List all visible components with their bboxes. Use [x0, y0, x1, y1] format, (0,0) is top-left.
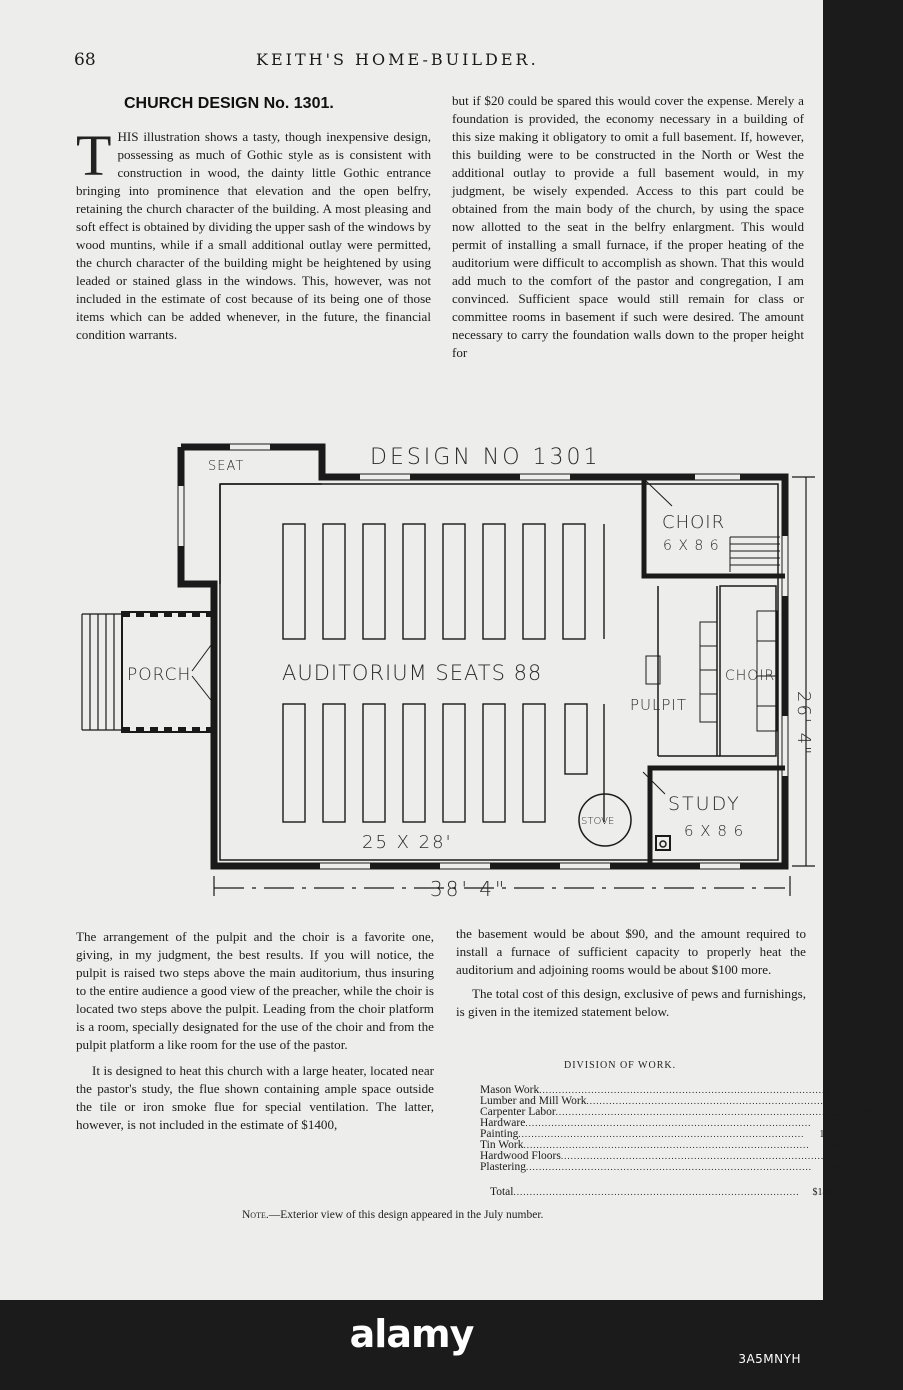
watermark-logo: alamy	[349, 1312, 474, 1356]
label-choir-platform: CHOIR	[725, 668, 776, 684]
plan-title: DESIGN NO 1301	[370, 445, 601, 470]
drop-cap: T	[76, 123, 112, 188]
label-auditorium-size: 25 X 28'	[362, 832, 453, 853]
text-column-1	[76, 123, 431, 344]
label-stove: STOVE	[581, 816, 615, 827]
label-auditorium: AUDITORIUM SEATS 88	[282, 661, 543, 685]
cost-total-row: Total ........................................................................................ $1400	[490, 1186, 838, 1198]
cost-row: Carpenter Labor ........................................................................................ 300	[480, 1106, 872, 1118]
cost-row: Lumber and Mill Work ........................................................................................ 700	[480, 1095, 903, 1107]
label-seat: SEAT	[208, 459, 245, 474]
label-choir-room: CHOIR	[662, 512, 726, 533]
cost-row: Hardware ........................................................................................ 60	[480, 1117, 842, 1129]
running-head: KEITH'S HOME-BUILDER.	[256, 50, 539, 69]
cost-row: Plastering ........................................................................................ 100	[480, 1161, 842, 1173]
label-width-dimension: 38' 4"	[430, 877, 508, 901]
paragraph-intro: HIS illustration shows a tasty, though inexpensive design, possessing as much of Gothic style as is consistent with construction in wood, the dainty little Gothic entrance bringing into prominence that elevation and the open belfry, retaining the church character of the building. A most pleasing and soft effect is obtained by dividing the upper sash of the windows by wood muntins, while if a small additional outlay were permitted, the church character of the building might be heightened by using leaded or stained glass in the windows. This, however, was not included in the estimate of cost because of its being one of those items which can be added whenever, in the future, the financial condition warrants.	[76, 129, 431, 342]
label-choir-room-size: 6 X 8 6	[663, 538, 720, 554]
cost-row: Hardwood Floors ........................................................................................ 20	[480, 1150, 877, 1162]
cost-row: Tin Work ........................................................................................ 20	[480, 1139, 840, 1151]
text-column-3	[76, 928, 434, 1134]
label-depth-dimension: 26' 4"	[793, 691, 814, 757]
cost-row: Mason Work ........................................................................................ $ 75	[480, 1084, 861, 1096]
label-pulpit: PULPIT	[630, 696, 688, 714]
division-heading: DIVISION OF WORK.	[564, 1060, 677, 1071]
label-porch: PORCH	[127, 665, 192, 685]
paragraph-basement: but if $20 could be spared this would cover the expense. Merely a foundation is provided, the economy necessary in a building of this size making it obligatory to omit a full basement. If, however, this building were to be constructed in the North or West the additional outlay to provide a full basement would, in my judgment, be wisely expended. Access to this part could be obtained from the main body of the church, by using the space now allotted to the seat in the belfry enlargment. This would permit of installing a small furnace, if the proper heating of the auditorium were difficult to accomplish as shown. That this would add much to the comfort of the pastor and congregation, I am convinced. Sufficient space would still remain for class or committee rooms in basement if such were desired. The amount necessary to carry the foundation walls down to the proper height for	[452, 93, 804, 360]
floor-plan-drawing	[80, 436, 820, 906]
image-id: 3A5MNYH	[738, 1352, 801, 1366]
page-number: 68	[74, 50, 96, 70]
paragraph-heating: It is designed to heat this church with a large heater, located near the pastor's study, the flue shown containing ample space outside the tile or iron smoke flue for special ventilation. The latter, however, is not included in the estimate of $1400,	[76, 1063, 434, 1132]
paragraph-total-cost: The total cost of this design, exclusive of pews and furnishings, is given in the itemized statement below.	[456, 986, 806, 1019]
text-column-2	[452, 92, 804, 362]
cost-table	[480, 1084, 903, 1198]
article-title: CHURCH DESIGN No. 1301.	[124, 95, 334, 112]
paragraph-basement-cost: the basement would be about $90, and the amount required to install a furnace of sufficient capacity to properly heat the auditorium and adjoining rooms would be about $100 more.	[456, 926, 806, 977]
floor-plan	[80, 436, 820, 906]
footnote: Note.—Exterior view of this design appeared in the July number.	[242, 1209, 544, 1221]
cost-row: Painting ........................................................................................ 125	[480, 1128, 835, 1140]
label-study-size: 6 X 8 6	[684, 822, 745, 840]
label-study: STUDY	[668, 793, 741, 815]
text-column-4	[456, 925, 806, 1021]
paragraph-pulpit: The arrangement of the pulpit and the choir is a favorite one, giving, in my judgment, the best results. If you will notice, the pulpit is raised two steps above the main auditorium, thus insuring to the entire audience a good view of the preacher, while the choir is located two steps above the pulpit. Leading from the choir platform is a room, specially designated for the use of the choir and from the pulpit platform a like room for the use of the pastor.	[76, 929, 434, 1052]
